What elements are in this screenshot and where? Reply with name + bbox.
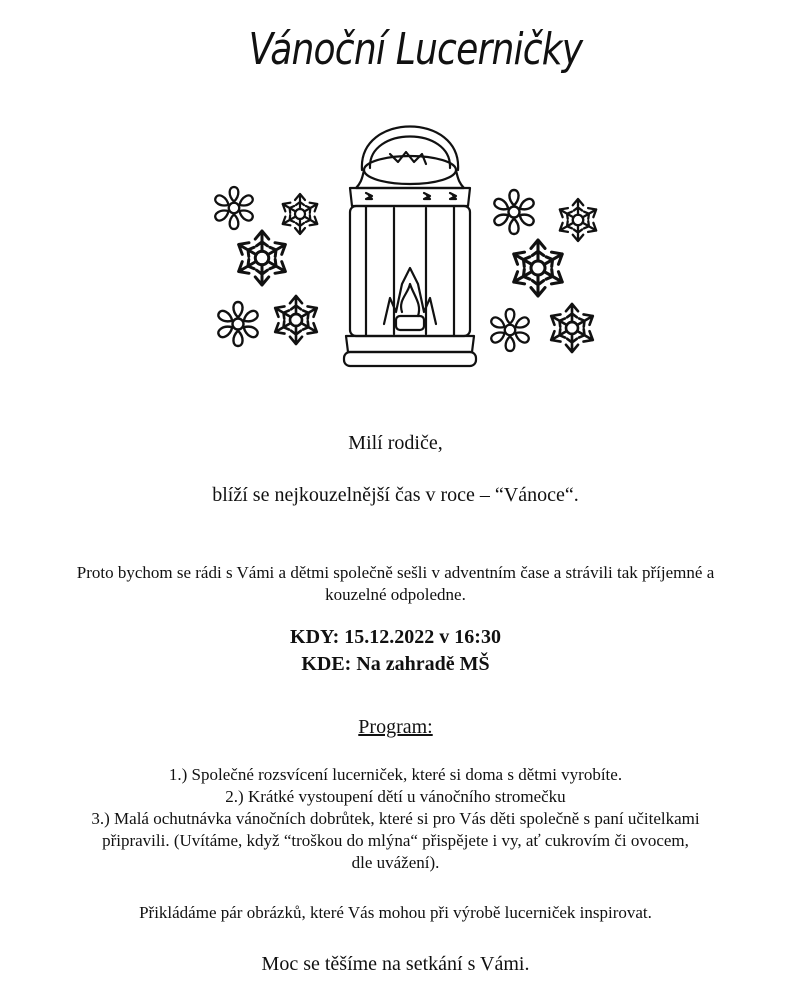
snowflake-icon [214, 187, 255, 229]
page-title: Vánoční Lucerničky [248, 24, 583, 75]
lantern-icon [344, 127, 476, 367]
snowflake-icon [235, 231, 289, 285]
invitation-paragraph: Proto bychom se rádi s Vámi a dětmi společně sešli v adventním čase a strávili tak příjemné a kouzelné odpoledne. [76, 563, 715, 604]
snowflake-icon [493, 190, 536, 234]
event-location: KDE: Na zahradě MŠ [301, 653, 490, 675]
intro-text: blíží se nejkouzelnější čas v roce – “Vánoce“. [212, 484, 579, 506]
lantern-illustration [200, 108, 620, 380]
program-item: 1.) Společné rozsvícení lucerniček, které si doma s dětmi vyrobíte. [168, 765, 623, 784]
program-item: 2.) Krátké vystoupení dětí u vánočního stromečku [225, 787, 566, 806]
snowflake-icon [272, 296, 320, 344]
program-item: 3.) Malá ochutnávka vánočních dobrůtek, které si pro Vás děti společně s paní učitelkami připravili. (Uvítáme, když “troškou do mlýna“ přispějete i vy, ať cukrovím či ovocem, dle uvážení). [91, 809, 700, 872]
event-date: KDY: 15.12.2022 v 16:30 [290, 626, 501, 648]
snowflake-icon [490, 309, 531, 351]
salutation: Milí rodiče, [348, 432, 443, 454]
snowflake-icon [557, 199, 599, 241]
snowflake-icon [217, 302, 260, 346]
snowflake-icon [280, 194, 320, 234]
snowflake-icon [510, 240, 565, 296]
attachment-note: Přikládáme pár obrázků, které Vás mohou při výrobě lucerniček inspirovat. [139, 903, 652, 922]
closing-text: Moc se těšíme na setkání s Vámi. [261, 953, 530, 975]
snowflake-icon [548, 304, 596, 352]
program-heading: Program: [358, 716, 433, 738]
program-list [90, 764, 701, 874]
